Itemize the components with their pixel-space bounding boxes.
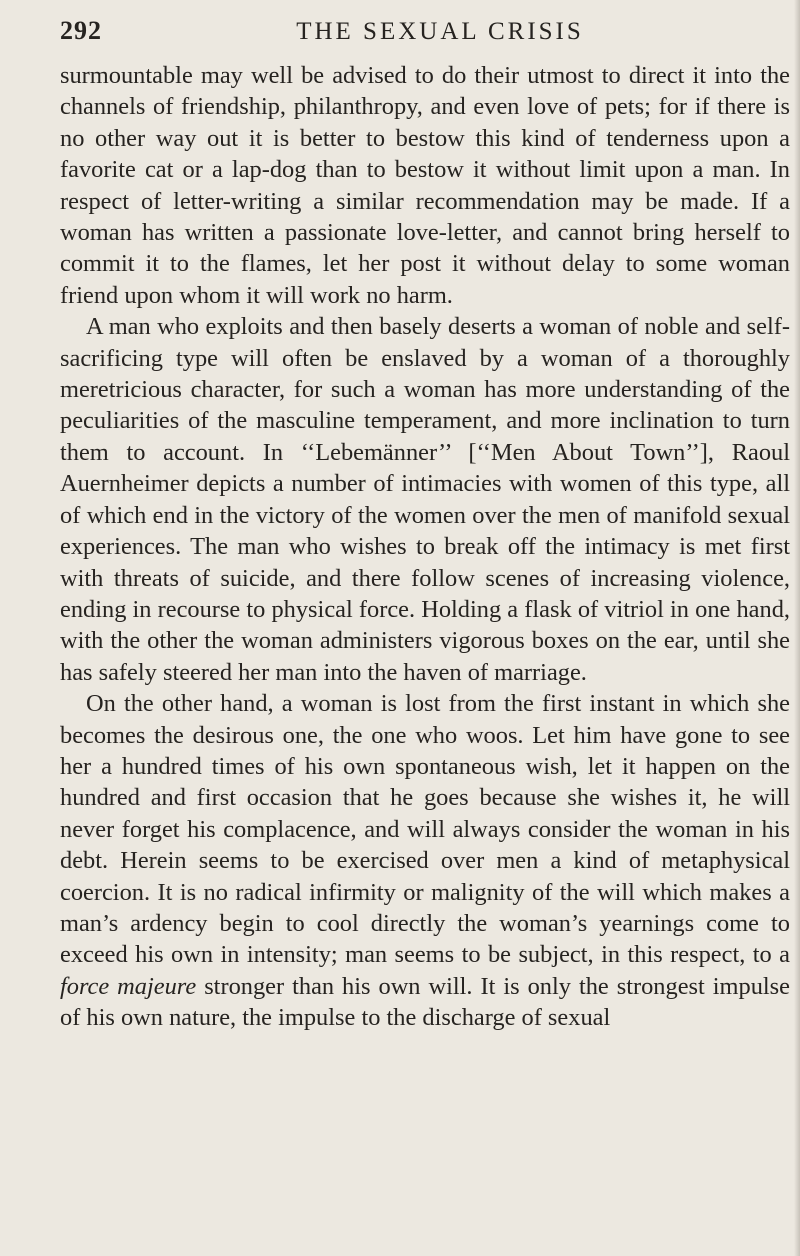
paragraph-1: surmountable may well be advised to do their utmost to direct it into the channels of friendship, philanthropy, and even love of pets; for if there is no other way out it is better to bestow this kind of tenderness upon a favorite cat or a lap-dog than to bestow it without limit upon a man. In respect of letter-writing a similar recommendation may be made. If a woman has written a passionate love-letter, and cannot bring herself to commit it to the flames, let her post it without delay to some woman friend upon whom it will work no harm.: [60, 62, 790, 309]
page-edge-shadow: [794, 0, 800, 1256]
page-header: [60, 14, 790, 54]
paragraph-3-text-b: stronger than his own will. It is only the strongest impulse of his own nature, the impulse to the discharge of sexual: [60, 972, 791, 1032]
paragraph-3: [60, 688, 790, 1033]
paragraph-2: A man who exploits and then basely deserts a woman of noble and self-sacrificing type will often be enslaved by a woman of a thoroughly meretricious character, for such a woman has more understanding of the peculiarities of the masculine temperament, and more inclination to turn them to account. In ‘‘Lebemänner’’ [‘‘Men About Town’’], Raoul Auernheimer depicts a number of intimacies with women of this type, all of which end in the victory of the women over the men of manifold sexual experiences. The man who wishes to break off the intimacy is met first with threats of suicide, and there follow scenes of increasing violence, ending in recourse to physical force. Holding a flask of vitriol in one hand, with the other the woman administers vigorous boxes on the ear, until she has safely steered her man into the haven of marriage.: [60, 313, 790, 686]
italic-phrase: force majeure: [60, 972, 197, 1000]
running-head: THE SEXUAL CRISIS: [296, 18, 584, 45]
book-page: [60, 14, 790, 1034]
body-text: [60, 60, 790, 1034]
paragraph-3-text-a: On the other hand, a woman is lost from the first instant in which she becomes the desirous one, the one who woos. Let him have gone to see her a hundred times of his own spontaneous wish, let it happen on the hundred and first occasion that he goes because she wishes it, he will never forget his complacence, and will always consider the woman in his debt. Herein seems to be exercised over men a kind of metaphysical coercion. It is no radical infirmity or malignity of the will which makes a man’s ardency begin to cool directly the woman’s yearnings come to exceed his own in intensity; man seems to be subject, in this respect, to a: [60, 690, 790, 969]
page-number: 292: [60, 16, 102, 45]
